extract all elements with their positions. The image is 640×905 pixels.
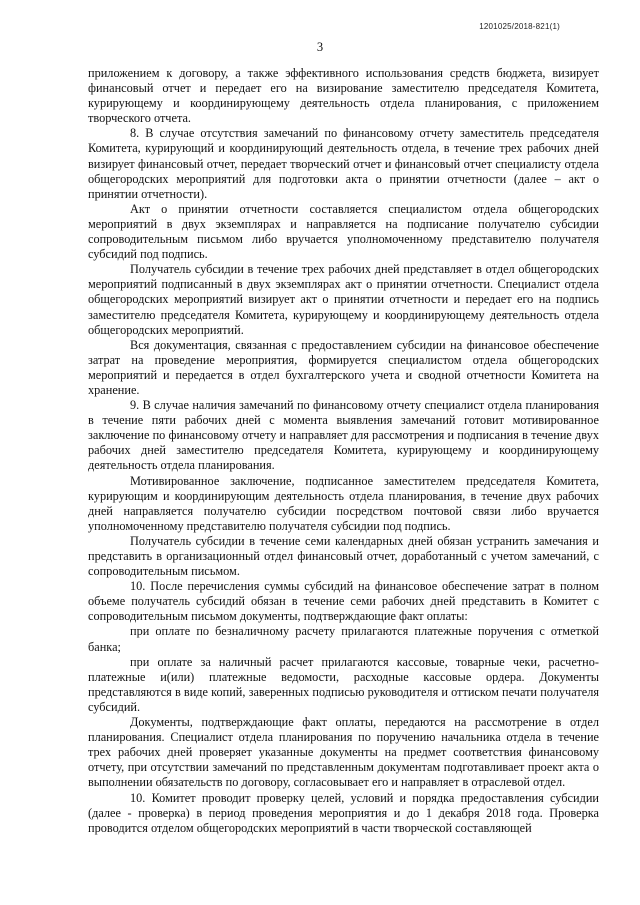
document-body bbox=[88, 66, 599, 836]
paragraph: 8. В случае отсутствия замечаний по финансовому отчету заместитель председателя Комитета, курирующий и координирующий деятельность отдела, в течение трех рабочих дней визирует финансовый отчет, передает творческий отчет и финансовый отчет специалисту отдела общегородских мероприятий для подготовки акта о принятии отчетности (далее – акт о принятии отчетности). bbox=[88, 126, 599, 201]
paragraph: Получатель субсидии в течение семи календарных дней обязан устранить замечания и представить в организационный отдел финансовый отчет, доработанный с учетом замечаний, с сопроводительным письмом. bbox=[88, 533, 599, 579]
paragraph: приложением к договору, а также эффективного использования средств бюджета, визирует финансовый отчет и передает его на визирование заместителю председателя Комитета, курирующему и координирующему деятельность отдела планирования, с приложением творческого отчета. bbox=[88, 66, 599, 126]
paragraph: 10. После перечисления суммы субсидий на финансовое обеспечение затрат в полном объеме получатель субсидий обязан в течение семи рабочих дней представить в Комитет с сопроводительным письмом документы, подтверждающие факт оплаты: bbox=[88, 579, 599, 624]
paragraph: Мотивированное заключение, подписанное заместителем председателя Комитета, курирующим и координирующим деятельность отдела планирования, в течение двух рабочих дней направляется получателю субсидии посредством почтовой связи либо вручается уполномоченному представителю получателя субсидии под подпись. bbox=[88, 473, 599, 533]
paragraph: Документы, подтверждающие факт оплаты, передаются на рассмотрение в отдел планирования. Специалист отдела планирования по поручению начальника отдела в течение трех рабочих дней проверяет указанные документы на предмет соответствия финансовому отчету, при отсутствии замечаний по представленным документам подготавливает проект акта о выполнении обязательств по договору, согласовывает его и направляет в отраслевой отдел. bbox=[88, 715, 599, 790]
document-id: 1201025/2018-821(1) bbox=[479, 22, 560, 31]
paragraph: при оплате за наличный расчет прилагаются кассовые, товарные чеки, расчетно-платежные и(или) платежные ведомости, расходные кассовые ордера. Документы представляются в виде копий, заверенных подписью руководителя и оттиском печати получателя субсидий. bbox=[88, 654, 599, 714]
page-number: 3 bbox=[316, 40, 324, 54]
paragraph: 10. Комитет проводит проверку целей, условий и порядка предоставления субсидии (далее - проверка) в период проведения мероприятия и до 1 декабря 2018 года. Проверка проводится отделом общегородских мероприятий в части творческой составляющей bbox=[88, 790, 599, 835]
paragraph: при оплате по безналичному расчету прилагаются платежные поручения с отметкой банка; bbox=[88, 624, 599, 654]
paragraph: Получатель субсидии в течение трех рабочих дней представляет в отдел общегородских мероприятий подписанный в двух экземплярах акт о принятии отчетности. Специалист отдела общегородских мероприятий визирует акт о принятии отчетности и передает его на подпись заместителю председателя Комитета, курирующему и координирующему деятельность отдела общегородских мероприятий. bbox=[88, 262, 599, 337]
paragraph: Вся документация, связанная с предоставлением субсидии на финансовое обеспечение затрат на проведение мероприятия, формируется специалистом отдела общегородских мероприятий и передается в отдел бухгалтерского учета и сводной отчетности Комитета на хранение. bbox=[88, 337, 599, 397]
paragraph: 9. В случае наличия замечаний по финансовому отчету специалист отдела планирования в течение пяти рабочих дней с момента выявления замечаний готовит мотивированное заключение по финансовому отчету и направляет для рассмотрения и подписания в течение двух рабочих дней заместителю председателя Комитета, курирующему и координирующему деятельность отдела планирования. bbox=[88, 398, 599, 473]
paragraph: Акт о принятии отчетности составляется специалистом отдела общегородских мероприятий в двух экземплярах и направляется на подписание получателю субсидии сопроводительным письмом либо вручается уполномоченному представителю получателя субсидий под подпись. bbox=[88, 201, 599, 262]
